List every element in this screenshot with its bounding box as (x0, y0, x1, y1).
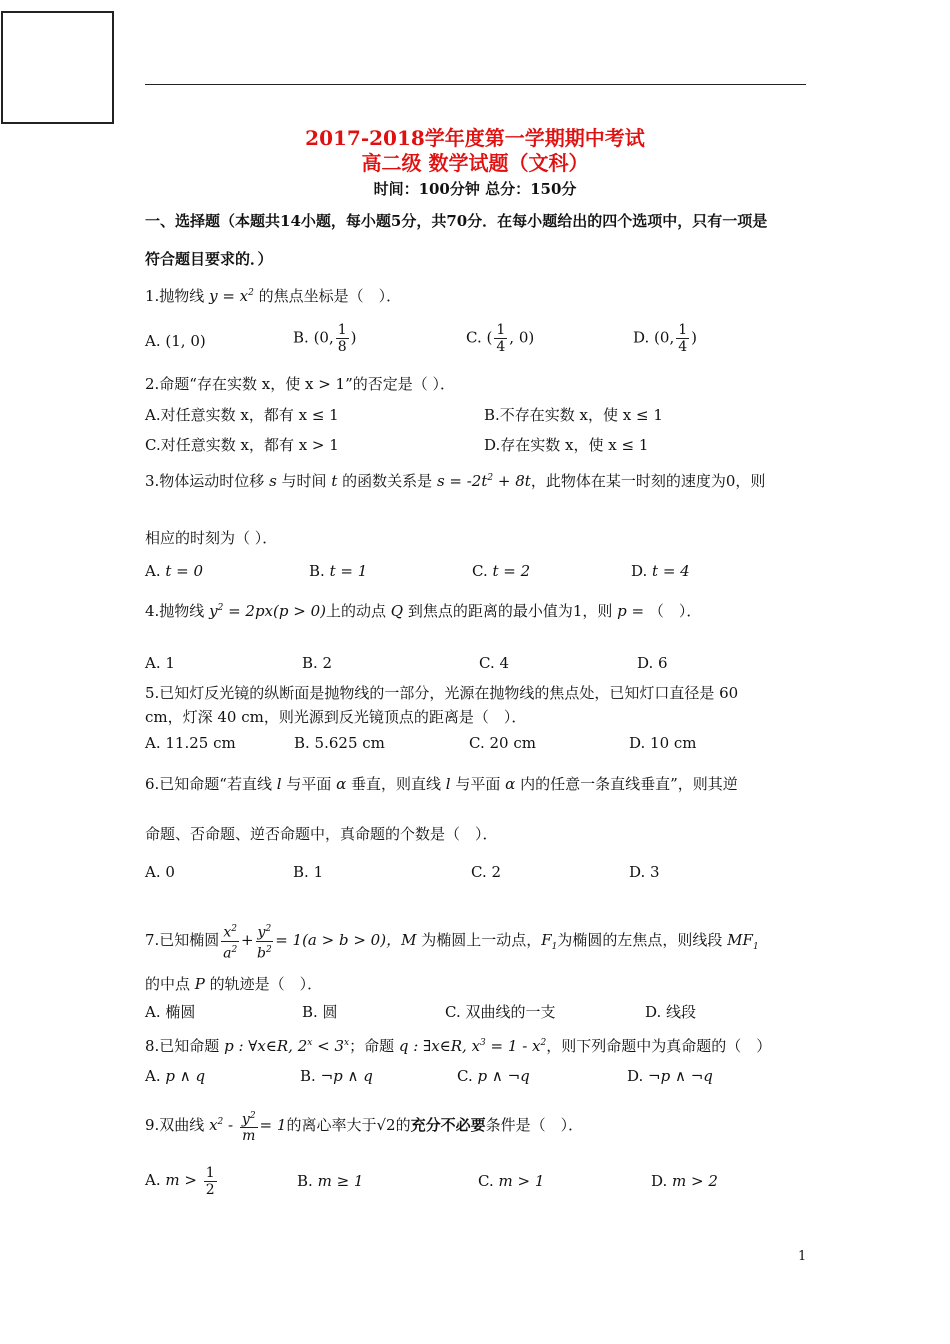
header-rule (145, 84, 806, 85)
q4-formula: $y^2 = 2px(p > 0)$ (204, 602, 326, 620)
q1-option-c: C. ( $\frac{1}{4}$ , 0) (466, 322, 535, 355)
score-box (1, 11, 114, 124)
q7-option-c: C. 双曲线的一支 (445, 1003, 556, 1021)
q4-option-d: D. 6 (637, 654, 668, 672)
q8-option-c: C. p ∧ ¬q (457, 1067, 530, 1085)
page-number: 1 (798, 1249, 807, 1264)
exam-subtitle: 高二级 数学试题（文科） (361, 151, 589, 175)
q7-option-a: A. 椭圆 (145, 1003, 196, 1021)
q8-stem: 8.已知命题 p : ∀x∈R, $2^x < 3^x$；命题 q : ∃x∈R, $x^3 = 1 - x^2$，则下列命题中为真命题的（ ） (145, 1037, 772, 1055)
q1-formula: $y = x^2$ (209, 287, 254, 305)
q5-option-d: D. 10 cm (629, 734, 697, 752)
q7-stem-line2: 的中点 P 的轨迹是（ ）． (145, 975, 323, 993)
section-heading-line1: 一、选择题（本题共14小题，每小题5分，共70分．在每小题给出的四个选项中，只有一项是 (145, 212, 768, 230)
q9-option-c: C. m > 1 (478, 1172, 545, 1190)
q5-stem-line2: cm，灯深 40 cm，则光源到反光镜顶点的距离是（ ）． (145, 708, 527, 726)
q4-stem: 4.抛物线 $y^2 = 2px(p > 0)$上的动点 Q 到焦点的距离的最小值为1，则 p = （ ）． (145, 602, 702, 620)
q4-option-c: C. 4 (479, 654, 510, 672)
q5-option-c: C. 20 cm (469, 734, 536, 752)
q4-option-a: A. 1 (145, 654, 175, 672)
q3-option-d: D. t = 4 (631, 562, 690, 580)
q2-option-c: C.对任意实数 x，都有 x > 1 (145, 436, 339, 454)
q6-option-a: A. 0 (145, 863, 175, 881)
q1-option-d: D. (0, $\frac{1}{4}$ ) (633, 322, 697, 355)
q3-option-c: C. t = 2 (472, 562, 531, 580)
time-info: 时间：100分钟 总分：150分 (373, 180, 577, 198)
q6-stem-line2: 命题、否命题、逆否命题中，真命题的个数是（ ）． (145, 825, 498, 843)
q6-stem: 6.已知命题“若直线 l 与平面 α 垂直，则直线 l 与平面 α 内的任意一条直线垂直”，则其逆 (145, 775, 738, 793)
q9-option-a: A. m > $\frac{1}{2}$ (145, 1164, 215, 1198)
q9-stem: 9.双曲线 $x^2$ - $\frac{y^2}{m}$ = 1的离心率大于√2的充分不必要条件是（ ）． (145, 1102, 583, 1145)
q5-option-a: A. 11.25 cm (145, 734, 236, 752)
q6-option-c: C. 2 (471, 863, 502, 881)
q6-option-d: D. 3 (629, 863, 660, 881)
q3-option-a: A. t = 0 (145, 562, 204, 580)
q2-stem: 2.命题“存在实数 x，使 x > 1”的否定是（ ）． (145, 375, 456, 393)
q3-formula: $s = -2t^2 + 8t$ (436, 472, 531, 490)
q2-option-b: B.不存在实数 x，使 x ≤ 1 (484, 406, 663, 424)
q9-option-d: D. m > 2 (651, 1172, 718, 1190)
q3-option-b: B. t = 1 (309, 562, 368, 580)
q6-option-b: B. 1 (293, 863, 324, 881)
q4-option-b: B. 2 (302, 654, 333, 672)
q7-option-d: D. 线段 (645, 1003, 697, 1021)
q2-option-d: D.存在实数 x，使 x ≤ 1 (484, 436, 649, 454)
q2-option-a: A.对任意实数 x，都有 x ≤ 1 (145, 406, 339, 424)
q3-stem-line2: 相应的时刻为（ ）． (145, 529, 278, 547)
q5-option-b: B. 5.625 cm (294, 734, 385, 752)
q8-option-b: B. ¬p ∧ q (300, 1067, 373, 1085)
q1-option-a: A. (1, 0) (145, 332, 206, 350)
q3-stem: 3.物体运动时位移 s 与时间 t 的函数关系是 $s = -2t^2 + 8t$，此物体在某一时刻的速度为0，则 (145, 472, 766, 490)
q9-option-b: B. m ≥ 1 (297, 1172, 364, 1190)
exam-title: 2017-2018学年度第一学期期中考试 (305, 126, 645, 150)
q1-stem: 1.抛物线 $y = x^2$ 的焦点坐标是（ ）． (145, 287, 402, 305)
q1-option-b: B. (0, $\frac{1}{8}$ ) (293, 322, 357, 355)
q8-option-d: D. ¬p ∧ ¬q (627, 1067, 713, 1085)
q5-stem-line1: 5.已知灯反光镜的纵断面是抛物线的一部分，光源在抛物线的焦点处，已知灯口直径是 60 (145, 684, 739, 702)
q7-option-b: B. 圆 (302, 1003, 338, 1021)
q7-stem: 7.已知椭圆 $\frac{x^2}{a^2}$ + $\frac{y^2}{b^2}$ = 1(a > b > 0)，M 为椭圆上一动点，$F_1$为椭圆的左焦点，则线段 $MF_1$ (145, 920, 759, 967)
q8-option-a: A. p ∧ q (145, 1067, 206, 1085)
section-heading-line2: 符合题目要求的．） (145, 250, 273, 268)
